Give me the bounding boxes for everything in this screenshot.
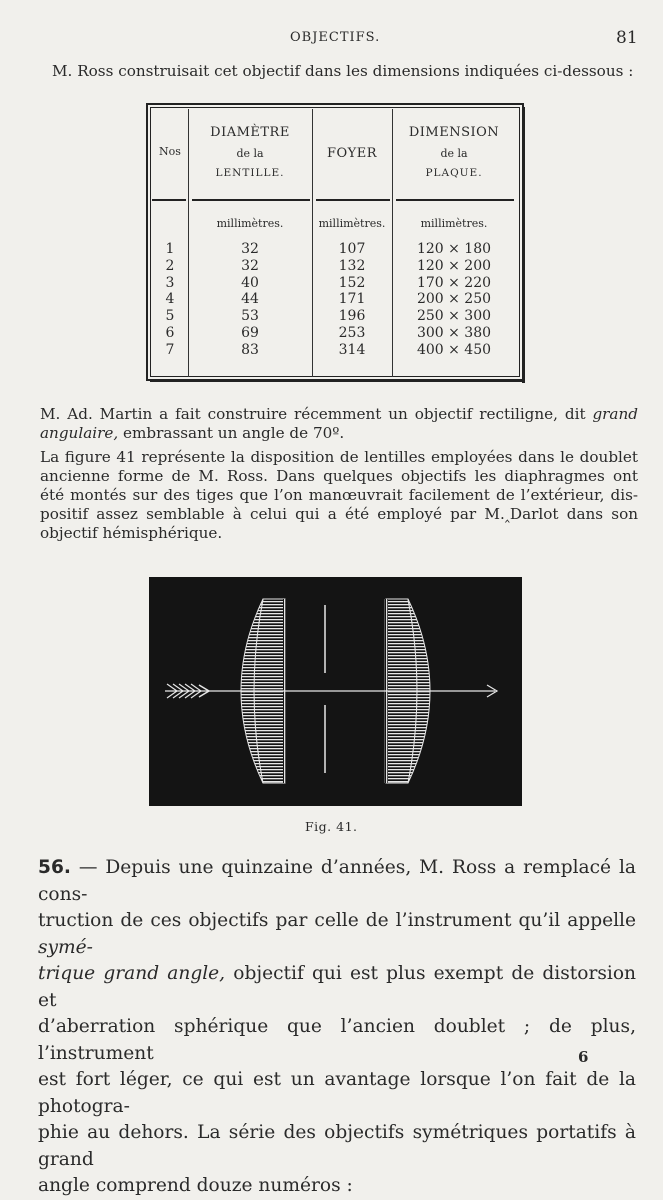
para3-line: ancienne forme de M. Ross. Dans quelques objectifs les diaphragmes ont: [40, 467, 638, 485]
header-rule: [396, 199, 514, 201]
header-dimension-de: de la: [440, 147, 468, 160]
para4-italic: symé-: [38, 936, 93, 958]
cell-foyer: 107: [338, 241, 366, 257]
cell-diametre: 69: [241, 324, 259, 341]
para2-italic-angulaire: angulaire,: [40, 424, 119, 442]
cell-diametre: 40: [241, 274, 259, 291]
paragraph-figure-description: [40, 448, 638, 543]
para3-line: La figure 41 représente la disposition de lentilles employées dans le doublet: [40, 448, 638, 466]
cell-dimension: 400 × 450: [416, 341, 492, 358]
para4-line: est fort léger, ce qui est un avantage lorsque l’on fait de la photogra-: [38, 1069, 636, 1117]
running-title: OBJECTIFS.: [290, 30, 381, 45]
cell-num: 2: [165, 257, 175, 274]
header-rule: [152, 199, 186, 201]
para4-line: angle comprend douze numéros :: [38, 1175, 353, 1196]
cell-dimension: 200 × 250: [416, 291, 492, 308]
column-num: [160, 241, 180, 359]
header-rule: [192, 199, 310, 201]
units-foyer: millimètres.: [318, 217, 386, 230]
cell-foyer: 253: [338, 324, 366, 341]
cell-num: 5: [165, 308, 175, 325]
para2-text-b: embrassant un angle de 70º.: [118, 424, 345, 442]
signature-mark: 6: [578, 1048, 589, 1066]
para3-line: objectif hémisphérique.: [40, 524, 223, 542]
cell-dimension: 120 × 200: [416, 257, 492, 274]
cell-num: 4: [165, 291, 175, 308]
cell-diametre: 83: [241, 341, 259, 358]
cell-diametre: 53: [241, 308, 259, 325]
table-shadow-bottom: [150, 379, 525, 382]
lens-figure: [149, 577, 522, 806]
para2-text-a: M. Ad. Martin a fait construire récemment un objectif rectiligne, dit: [40, 405, 593, 423]
table-shadow-right: [522, 107, 525, 383]
header-diametre-sub: LENTILLE.: [215, 167, 285, 179]
para4-line: [38, 908, 636, 961]
units-diametre: millimètres.: [216, 217, 284, 230]
para4-line: d’aberration sphérique que l’ancien doublet ; de plus, l’instrument: [38, 1016, 636, 1064]
cell-num: 7: [165, 341, 175, 358]
column-dimension: [392, 241, 516, 359]
cell-foyer: 314: [338, 341, 366, 358]
para4-text: objectif qui est plus exempt de distorsion et: [38, 963, 637, 1011]
para4-text: — Depuis une quinzaine d’années, M. Ross a remplacé la cons-: [38, 857, 636, 905]
cell-foyer: 132: [338, 257, 366, 274]
figure-caption: Fig. 41.: [305, 819, 358, 834]
cell-num: 3: [165, 274, 175, 291]
header-diametre: DIAMÈTRE: [210, 125, 290, 140]
units-dimension: millimètres.: [420, 217, 488, 230]
header-num: Nos: [159, 145, 181, 158]
paragraph-section-56: [38, 855, 636, 1200]
cell-dimension: 170 × 220: [416, 274, 492, 291]
running-head: [0, 28, 663, 50]
cell-dimension: 120 × 180: [416, 241, 492, 257]
header-rule: [316, 199, 390, 201]
section-number: 56.: [38, 857, 71, 878]
para4-text: truction de ces objectifs par celle de l’instrument qu’il appelle: [38, 910, 636, 931]
cell-num: 6: [165, 324, 175, 341]
lens-diagram: [149, 577, 522, 806]
para3-line: positif assez semblable à celui qui a été employé par M.‸Darlot dans son: [40, 505, 638, 523]
cell-diametre: 32: [241, 257, 259, 274]
para4-line: [38, 855, 636, 908]
header-dimension: DIMENSION: [408, 125, 500, 140]
para4-line: phie au dehors. La série des objectifs symétriques portatifs à grand: [38, 1122, 636, 1170]
cell-num: 1: [165, 241, 175, 257]
cell-foyer: 196: [338, 308, 366, 325]
para3-line: été montés sur des tiges que l’on manœuvrait facilement de l’extérieur, dis-: [40, 486, 638, 504]
para2-italic-grand: grand: [592, 405, 638, 423]
column-foyer: [312, 241, 392, 359]
cell-dimension: 300 × 380: [416, 324, 492, 341]
header-foyer: FOYER: [326, 146, 378, 161]
cell-diametre: 44: [241, 291, 259, 308]
cell-dimension: 250 × 300: [416, 308, 492, 325]
paragraph-martin: [40, 405, 638, 443]
column-diametre: [188, 241, 312, 359]
lens-dimensions-table: [146, 103, 526, 383]
para4-line: [38, 961, 636, 1014]
header-diametre-de: de la: [236, 147, 264, 160]
page-number: 81: [616, 28, 638, 48]
header-dimension-sub: PLAQUE.: [425, 167, 483, 179]
cell-foyer: 171: [338, 291, 366, 308]
cell-diametre: 32: [241, 241, 259, 257]
cell-foyer: 152: [338, 274, 366, 291]
optical-axis-arrow: [165, 684, 497, 698]
para4-italic: trique grand angle,: [38, 963, 226, 984]
intro-paragraph: M. Ross construisait cet objectif dans les dimensions indiquées ci-dessous :: [52, 62, 634, 80]
